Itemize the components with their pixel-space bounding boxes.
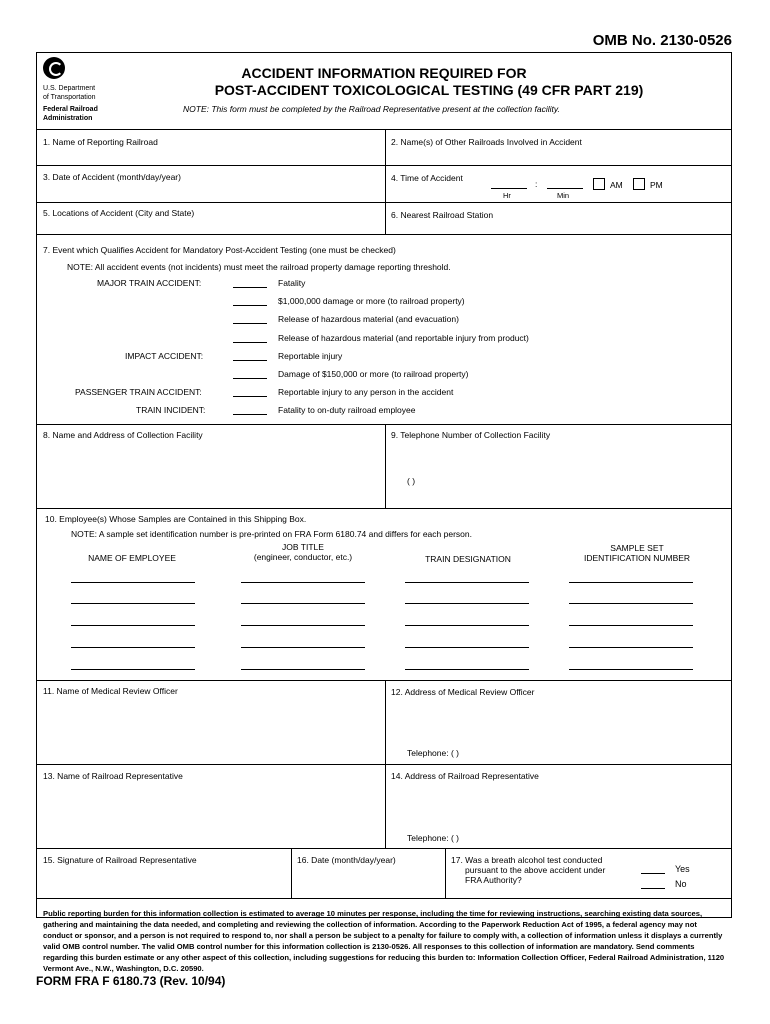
no-label: No bbox=[675, 879, 687, 889]
major-train-accident-label: MAJOR TRAIN ACCIDENT: bbox=[97, 278, 202, 288]
event-option: Reportable injury to any person in the accident bbox=[278, 387, 454, 397]
section-7-note: NOTE: All accident events (not incidents) must meet the railroad property damage reporting threshold. bbox=[67, 262, 451, 272]
admin-line1: Federal Railroad bbox=[43, 106, 98, 113]
sample-id-blank[interactable] bbox=[569, 647, 693, 648]
mro-telephone: Telephone: ( ) bbox=[407, 748, 459, 758]
hour-blank[interactable] bbox=[491, 188, 527, 189]
field-16-label: 16. Date (month/day/year) bbox=[297, 855, 396, 865]
agency-line1: U.S. Department bbox=[43, 85, 96, 92]
sample-id-blank[interactable] bbox=[569, 669, 693, 670]
train-designation-blank[interactable] bbox=[405, 647, 529, 648]
col-name-of-employee: NAME OF EMPLOYEE bbox=[88, 553, 176, 563]
section-10-note: NOTE: A sample set identification number is pre-printed on FRA Form 6180.74 and differs for each person. bbox=[71, 529, 472, 539]
job-title-blank[interactable] bbox=[241, 625, 365, 626]
employee-name-blank[interactable] bbox=[71, 669, 195, 670]
am-checkbox[interactable] bbox=[593, 178, 605, 190]
field-12-label: 12. Address of Medical Review Officer bbox=[391, 687, 535, 697]
employee-name-blank[interactable] bbox=[71, 625, 195, 626]
header-note: NOTE: This form must be completed by the Railroad Representative present at the collection facility. bbox=[183, 104, 560, 114]
check-blank[interactable] bbox=[233, 323, 267, 324]
event-option: Fatality to on-duty railroad employee bbox=[278, 405, 416, 415]
field-6-label: 6. Nearest Railroad Station bbox=[391, 210, 494, 220]
yes-label: Yes bbox=[675, 864, 690, 874]
check-blank[interactable] bbox=[233, 342, 267, 343]
field-3-label: 3. Date of Accident (month/day/year) bbox=[43, 172, 181, 182]
col-sample-set-id: IDENTIFICATION NUMBER bbox=[583, 553, 691, 563]
event-option: Release of hazardous material (and reportable injury from product) bbox=[278, 333, 529, 343]
sample-id-blank[interactable] bbox=[569, 625, 693, 626]
job-title-blank[interactable] bbox=[241, 582, 365, 583]
field-4-label: 4. Time of Accident bbox=[391, 173, 463, 183]
representative-telephone: Telephone: ( ) bbox=[407, 833, 459, 843]
field-1-label: 1. Name of Reporting Railroad bbox=[43, 137, 158, 147]
impact-accident-label: IMPACT ACCIDENT: bbox=[125, 351, 204, 361]
section-7-heading: 7. Event which Qualifies Accident for Mandatory Post-Accident Testing (one must be checked) bbox=[43, 245, 396, 255]
col-train-designation: TRAIN DESIGNATION bbox=[425, 554, 511, 564]
employee-name-blank[interactable] bbox=[71, 603, 195, 604]
field-8-label: 8. Name and Address of Collection Facility bbox=[43, 430, 203, 440]
field-2-label: 2. Name(s) of Other Railroads Involved in Accident bbox=[391, 137, 582, 147]
col-sample-set: SAMPLE SET bbox=[610, 543, 664, 553]
field-5-label: 5. Locations of Accident (City and State) bbox=[43, 208, 195, 218]
burden-statement: Public reporting burden for this information collection is estimated to average 10 minutes per response, including the time for reviewing instructions, searching existing data sources, gathering and maintaining the data needed, and completing and reviewing the collection of information. According to the Paperwork Reduction Act of 1995, a federal agency may not conduct or sponsor, and a person is not required to respond to, nor shall a person be subject to a penalty for failure to comply with, a collection of information unless it displays a currently valid OMB control number. The valid OMB control number for this information collection is 2130-0526. All responses to this collection of information are mandatory. Send comments regarding this burden estimate or any other aspect of this collection, including suggestions for reducing this burden to: Information Collection Officer, Federal Railroad Administration, 1120 Vermont Ave., N.W., Washington, D.C. 20590. bbox=[43, 909, 725, 973]
form-number: FORM FRA F 6180.73 (Rev. 10/94) bbox=[36, 974, 226, 988]
form-title-line1: ACCIDENT INFORMATION REQUIRED FOR bbox=[241, 65, 527, 81]
event-option: Fatality bbox=[278, 278, 306, 288]
check-blank[interactable] bbox=[233, 287, 267, 288]
field-17-label-line3: FRA Authority? bbox=[465, 875, 522, 885]
field-9-label: 9. Telephone Number of Collection Facility bbox=[391, 430, 551, 440]
field-11-label: 11. Name of Medical Review Officer bbox=[43, 686, 178, 696]
field-17-label-line1: 17. Was a breath alcohol test conducted bbox=[451, 855, 603, 865]
col-job-title: JOB TITLE bbox=[282, 542, 324, 552]
check-blank[interactable] bbox=[233, 378, 267, 379]
omb-number: OMB No. 2130-0526 bbox=[592, 32, 732, 49]
check-blank[interactable] bbox=[233, 396, 267, 397]
field-13-label: 13. Name of Railroad Representative bbox=[43, 771, 183, 781]
minute-label: Min bbox=[557, 191, 570, 200]
form-title-line2: POST-ACCIDENT TOXICOLOGICAL TESTING (49 CFR PART 219) bbox=[214, 82, 644, 98]
train-incident-label: TRAIN INCIDENT: bbox=[136, 405, 206, 415]
employee-name-blank[interactable] bbox=[71, 582, 195, 583]
agency-line2: of Transportation bbox=[43, 94, 96, 101]
passenger-train-accident-label: PASSENGER TRAIN ACCIDENT: bbox=[75, 387, 202, 397]
field-15-label: 15. Signature of Railroad Representative bbox=[43, 855, 197, 865]
job-title-blank[interactable] bbox=[241, 669, 365, 670]
yes-blank[interactable] bbox=[641, 873, 665, 874]
event-option: Reportable injury bbox=[278, 351, 343, 361]
event-option: $1,000,000 damage or more (to railroad property) bbox=[278, 296, 465, 306]
field-17-label-line2: pursuant to the above accident under bbox=[465, 865, 606, 875]
check-blank[interactable] bbox=[233, 305, 267, 306]
col-job-title-sub: (engineer, conductor, etc.) bbox=[253, 552, 353, 562]
check-blank[interactable] bbox=[233, 360, 267, 361]
pm-checkbox[interactable] bbox=[633, 178, 645, 190]
field-14-label: 14. Address of Railroad Representative bbox=[391, 771, 539, 781]
pm-label: PM bbox=[650, 180, 663, 190]
time-colon: : bbox=[535, 179, 538, 189]
train-designation-blank[interactable] bbox=[405, 625, 529, 626]
no-blank[interactable] bbox=[641, 888, 665, 889]
train-designation-blank[interactable] bbox=[405, 582, 529, 583]
employee-name-blank[interactable] bbox=[71, 647, 195, 648]
event-option: Release of hazardous material (and evacuation) bbox=[278, 314, 459, 324]
admin-line2: Administration bbox=[43, 115, 93, 122]
form-body bbox=[36, 52, 732, 973]
facility-phone-area: ( ) bbox=[407, 476, 416, 486]
hour-label: Hr bbox=[503, 191, 511, 200]
section-10-heading: 10. Employee(s) Whose Samples are Contained in this Shipping Box. bbox=[45, 514, 307, 524]
job-title-blank[interactable] bbox=[241, 603, 365, 604]
train-designation-blank[interactable] bbox=[405, 669, 529, 670]
job-title-blank[interactable] bbox=[241, 647, 365, 648]
sample-id-blank[interactable] bbox=[569, 582, 693, 583]
am-label: AM bbox=[610, 180, 623, 190]
train-designation-blank[interactable] bbox=[405, 603, 529, 604]
minute-blank[interactable] bbox=[547, 188, 583, 189]
sample-id-blank[interactable] bbox=[569, 603, 693, 604]
event-option: Damage of $150,000 or more (to railroad property) bbox=[278, 369, 469, 379]
check-blank[interactable] bbox=[233, 414, 267, 415]
